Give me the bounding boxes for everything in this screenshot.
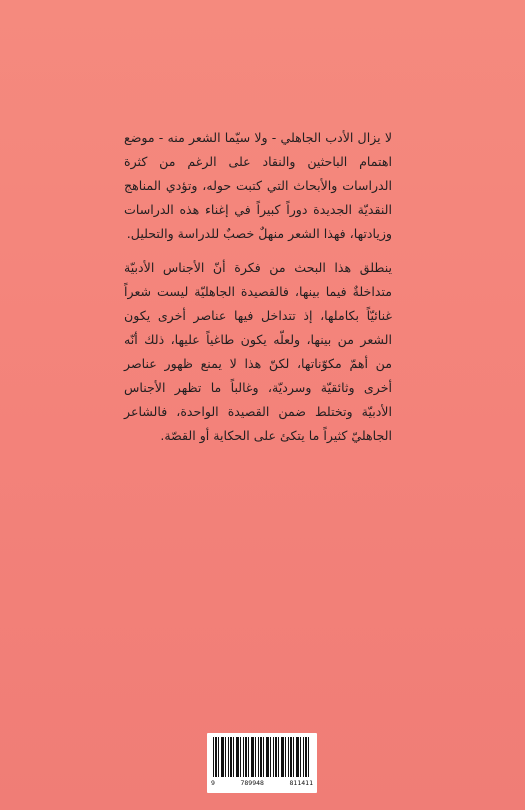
isbn-barcode: [207, 733, 317, 793]
paragraph-text: لا يزال الأدب الجاهلي - ولا سيّما الشعر منه - موضع اهتمام الباحثين والنقاد على الرغم من كثرة الدراسات والأبحاث التي كتبت حوله، وتؤدي المناهج النقديّة الجديدة دوراً كبيراً في إغناء هذه الدراسات وزيادتها، فهذا الشعر منهلٌ خصبٌ للدراسة والتحليل.: [124, 130, 392, 241]
barcode-group-right: 811411: [289, 779, 313, 787]
barcode-digit-first: 9: [211, 779, 215, 787]
barcode-bars: [213, 737, 311, 777]
blurb-paragraph-2: [124, 256, 392, 448]
barcode-group-left: 789948: [240, 779, 264, 787]
paragraph-text: ينطلق هذا البحث من فكرة أنّ الأجناس الأدبيّة متداخلةٌ فيما بينها، فالقصيدة الجاهليّة ليست شعراً غنائيّاً بكاملها، إذ تتداخل فيها عناصر أخرى يكون الشعر من بينها، ولعلّه يكون طاغياً عليها، ذلك أنّه من أهمّ مكوّناتها، لكنّ هذا لا يمنع ظهور عناصر أخرى وثائقيّة وسرديّة، وغالباً ما تظهر الأجناس الأدبيّة وتختلط ضمن القصيدة الواحدة، فالشاعر الجاهليّ كثيراً ما يتكئ على الحكاية أو القصّة.: [124, 260, 392, 443]
blurb-paragraph-1: [124, 126, 392, 246]
barcode-digits: [207, 779, 317, 787]
